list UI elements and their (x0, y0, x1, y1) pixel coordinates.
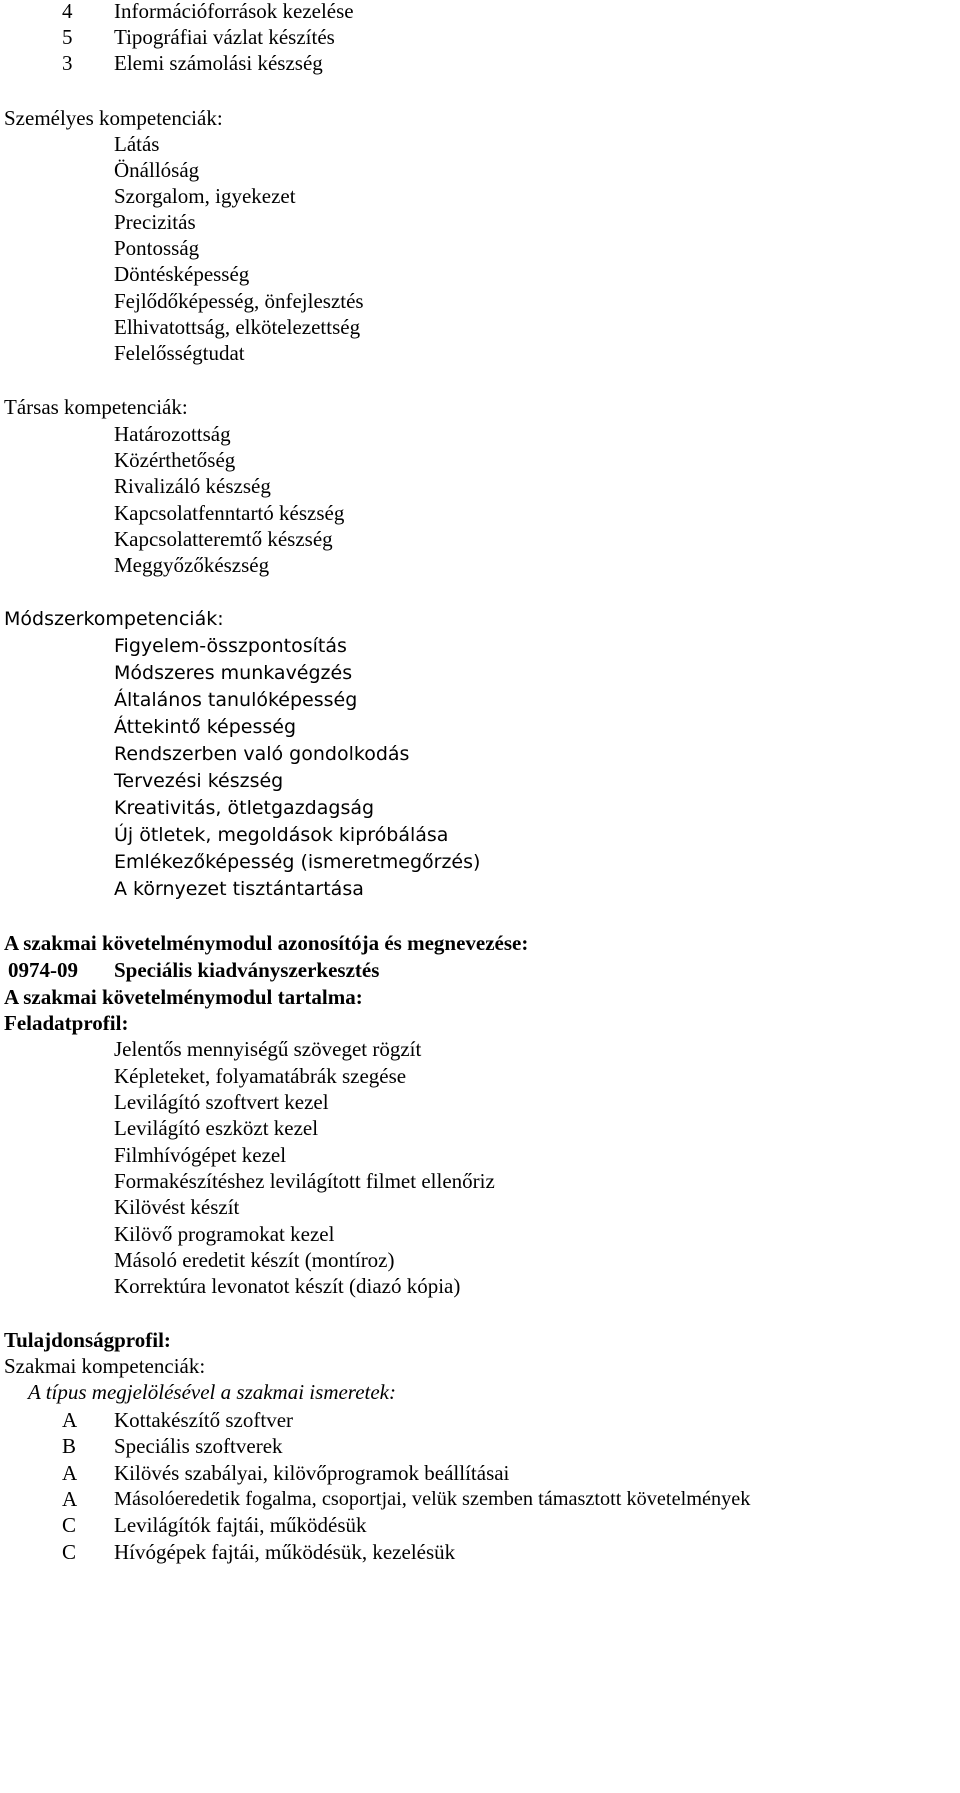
list-item: Emlékezőképesség (ismeretmegőrzés) (114, 851, 481, 873)
list-item: Elhivatottság, elkötelezettség (114, 315, 361, 339)
list-item: Felelősségtudat (114, 341, 245, 365)
list-item: Kilövést készít (114, 1195, 240, 1219)
list-item: Jelentős mennyiségű szöveget rögzít (114, 1037, 422, 1061)
list-item: Elemi számolási készség (114, 51, 323, 75)
type-code: A (62, 1408, 78, 1432)
list-item: Kilövő programokat kezel (114, 1222, 335, 1246)
list-item: Hívógépek fajtái, működésük, kezelésük (114, 1540, 456, 1564)
list-item: Levilágító eszközt kezel (114, 1116, 319, 1140)
list-item: Precizitás (114, 210, 196, 234)
list-item: Fejlődőképesség, önfejlesztés (114, 289, 364, 313)
list-item: Szorgalom, igyekezet (114, 184, 296, 208)
list-item: Figyelem-összpontosítás (114, 635, 347, 657)
list-item: Pontosság (114, 236, 200, 260)
list-item: Információforrások kezelése (114, 0, 354, 23)
list-item: Új ötletek, megoldások kipróbálása (114, 824, 449, 846)
type-code: B (62, 1434, 77, 1458)
type-code: C (62, 1513, 77, 1537)
list-item: Kilövés szabályai, kilövőprogramok beállításai (114, 1461, 510, 1485)
list-item: Látás (114, 132, 160, 156)
list-item: Tipográfiai vázlat készítés (114, 25, 335, 49)
list-item: Rendszerben való gondolkodás (114, 743, 410, 765)
list-item: Általános tanulóképesség (114, 689, 358, 711)
type-code: A (62, 1461, 78, 1485)
list-number: 5 (62, 25, 73, 49)
list-item: Másolóeredetik fogalma, csoportjai, velük szemben támasztott követelmények (114, 1488, 751, 1510)
list-item: Kreativitás, ötletgazdagság (114, 797, 375, 819)
module-content-heading: A szakmai követelménymodul tartalma: (4, 985, 363, 1009)
list-item: Közérthetőség (114, 448, 236, 472)
task-profile-heading: Feladatprofil: (4, 1011, 129, 1035)
list-item: Döntésképesség (114, 262, 250, 286)
section-heading-method: Módszerkompetenciák: (4, 608, 224, 630)
professional-competencies-heading: Szakmai kompetenciák: (4, 1354, 206, 1378)
list-item: Meggyőzőkészség (114, 553, 270, 577)
list-item: Határozottság (114, 422, 231, 446)
list-item: Képleteket, folyamatábrák szegése (114, 1064, 407, 1088)
list-item: Kapcsolatfenntartó készség (114, 501, 345, 525)
type-code: C (62, 1540, 77, 1564)
module-name: Speciális kiadványszerkesztés (114, 958, 380, 982)
list-number: 3 (62, 51, 73, 75)
list-item: Tervezési készség (114, 770, 284, 792)
module-id-heading: A szakmai követelménymodul azonosítója és megnevezése: (4, 931, 529, 955)
list-item: Formakészítéshez levilágított filmet ellenőriz (114, 1169, 495, 1193)
list-item: Módszeres munkavégzés (114, 662, 353, 684)
list-item: Levilágító szoftvert kezel (114, 1090, 329, 1114)
list-item: Speciális szoftverek (114, 1434, 283, 1458)
section-heading-social: Társas kompetenciák: (4, 395, 188, 419)
type-note: A típus megjelölésével a szakmai ismeretek: (28, 1380, 396, 1404)
list-item: Filmhívógépet kezel (114, 1143, 287, 1167)
trait-profile-heading: Tulajdonságprofil: (4, 1328, 171, 1352)
list-item: Kottakészítő szoftver (114, 1408, 294, 1432)
list-item: Rivalizáló készség (114, 474, 271, 498)
module-code: 0974-09 (8, 958, 78, 982)
list-item: Önállóság (114, 158, 200, 182)
type-code: A (62, 1487, 78, 1511)
list-item: Korrektúra levonatot készít (diazó kópia) (114, 1274, 461, 1298)
list-item: Áttekintő képesség (114, 716, 297, 738)
list-number: 4 (62, 0, 73, 23)
section-heading-personal: Személyes kompetenciák: (4, 106, 223, 130)
list-item: Másoló eredetit készít (montíroz) (114, 1248, 395, 1272)
list-item: A környezet tisztántartása (114, 878, 364, 900)
list-item: Kapcsolatteremtő készség (114, 527, 333, 551)
list-item: Levilágítók fajtái, működésük (114, 1513, 367, 1537)
